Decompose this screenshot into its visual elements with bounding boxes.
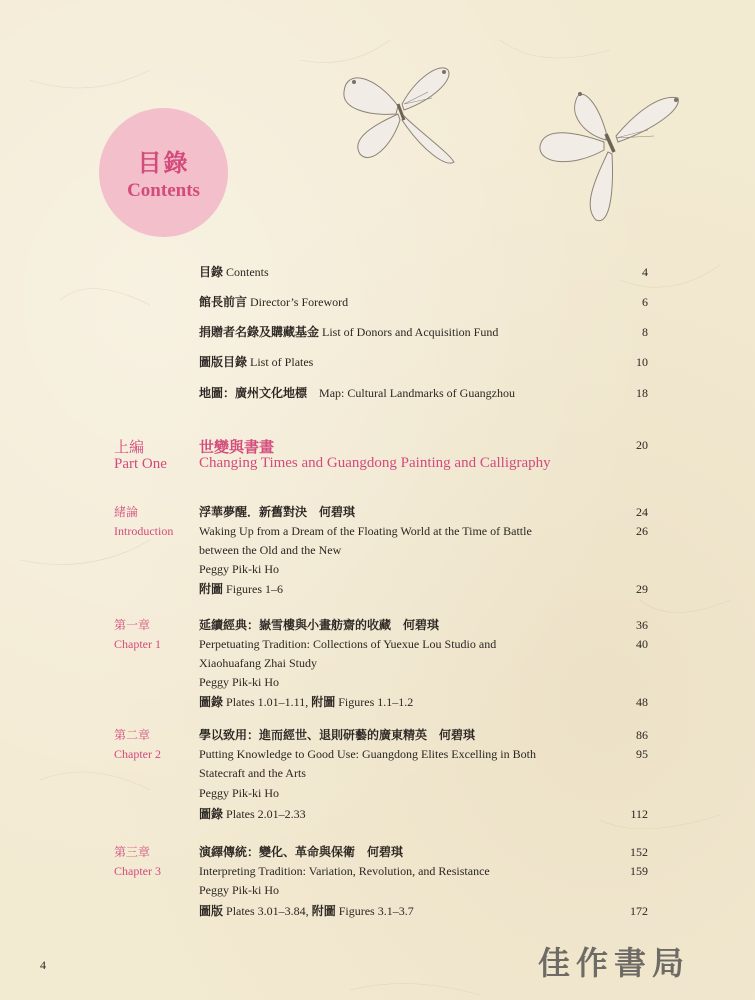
section-title-en[interactable]: Waking Up from a Dream of the Floating World at the Time of Battle [199, 524, 532, 538]
page-number: 8 [642, 325, 648, 339]
page-number: 4 [642, 265, 648, 279]
section-label-en: Chapter 1 [114, 637, 161, 651]
section-label-zh: 第三章 [114, 845, 151, 859]
section-title-zh[interactable]: 浮華夢醒．新舊對決 何碧琪 [199, 505, 356, 519]
section-label-en: Chapter 2 [114, 747, 161, 761]
section-label-zh: 緒論 [114, 505, 139, 519]
author: Peggy Pik-ki Ho [199, 786, 280, 800]
page-number: 29 [636, 582, 648, 596]
butterfly-illustration-right [536, 82, 686, 232]
page-number: 172 [630, 904, 648, 918]
badge-title-en: Contents [127, 180, 200, 201]
section-title-zh[interactable]: 演繹傳統：變化、革命與保衛 何碧琪 [199, 845, 404, 859]
section-title-en-cont: between the Old and the New [199, 543, 342, 557]
section-title-en-cont: Xiaohuafang Zhai Study [199, 656, 317, 670]
author: Peggy Pik-ki Ho [199, 675, 280, 689]
author: Peggy Pik-ki Ho [199, 562, 280, 576]
page-number: 26 [636, 524, 648, 538]
section-label-en: Chapter 3 [114, 864, 161, 878]
page-number: 152 [630, 845, 648, 859]
badge-title-zh: 目錄 [137, 151, 190, 177]
page-number: 6 [642, 295, 648, 309]
page-number: 36 [636, 618, 648, 632]
section-label-en: Introduction [114, 524, 174, 538]
publisher-watermark: 佳作書局 [538, 944, 691, 982]
plates-entry[interactable]: 圖版 Plates 3.01–3.84, 附圖 Figures 3.1–3.7 [199, 904, 414, 918]
folio-page-number: 4 [40, 958, 46, 972]
part-title-zh[interactable]: 世變與書畫 [199, 440, 275, 456]
page-number: 18 [636, 386, 648, 400]
section-title-zh[interactable]: 學以致用：進而經世、退則研藝的廣東精英 何碧琪 [199, 728, 476, 742]
section-title-en[interactable]: Perpetuating Tradition: Collections of Yuexue Lou Studio and [199, 637, 497, 651]
contents-badge [99, 108, 228, 237]
page-number: 10 [636, 355, 648, 369]
butterfly-illustration-left [336, 58, 466, 170]
section-title-en-cont: Statecraft and the Arts [199, 766, 306, 780]
page-number: 95 [636, 747, 648, 761]
page-number: 86 [636, 728, 648, 742]
plates-entry[interactable]: 圖錄 Plates 1.01–1.11, 附圖 Figures 1.1–1.2 [199, 695, 414, 709]
plates-entry[interactable]: 圖錄 Plates 2.01–2.33 [199, 807, 306, 821]
part-label-en: Part One [114, 456, 167, 472]
page-number: 20 [636, 438, 648, 452]
section-title-zh[interactable]: 延續經典：嶽雪樓與小畫舫齋的收藏 何碧琪 [199, 618, 440, 632]
part-title-en[interactable]: Changing Times and Guangdong Painting and Calligraphy [199, 455, 551, 471]
section-title-en[interactable]: Interpreting Tradition: Variation, Revolution, and Resistance [199, 864, 490, 878]
section-label-zh: 第二章 [114, 728, 151, 742]
author: Peggy Pik-ki Ho [199, 883, 280, 897]
page-number: 40 [636, 637, 648, 651]
page-number: 48 [636, 695, 648, 709]
section-label-zh: 第一章 [114, 618, 151, 632]
part-label-zh: 上編 [114, 440, 145, 456]
section-title-en[interactable]: Putting Knowledge to Good Use: Guangdong Elites Excelling in Both [199, 747, 536, 761]
page-number: 112 [630, 807, 648, 821]
page-number: 159 [630, 864, 648, 878]
plates-entry[interactable]: 附圖 Figures 1–6 [199, 582, 284, 596]
page-number: 24 [636, 505, 648, 519]
